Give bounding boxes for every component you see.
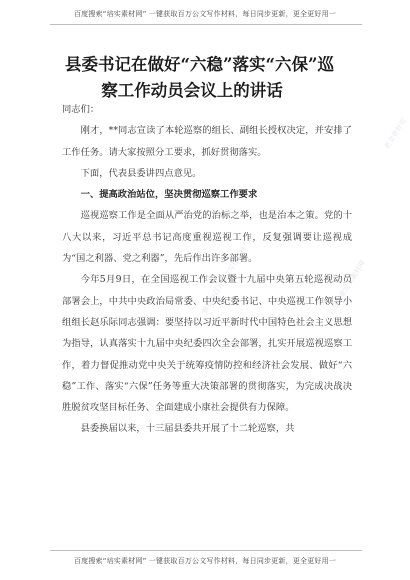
section-heading-1: 一、提高政治站位，坚决贯彻巡察工作要求 — [80, 189, 258, 201]
title-line-1: 县委书记在做好“六稳”落实“六保”巡 — [65, 55, 334, 74]
document-body — [62, 99, 352, 440]
header-divider — [50, 24, 362, 25]
watermark-3: 更全更好用 — [382, 116, 409, 151]
paragraph-3: 巡视巡察工作是全面从严治党的治标之举，也是治本之策。党的十八大以来，习近平总书记高度重视巡视工作，反复强调要让巡视成为“国之利器、党之利器”，先后作出许多部署。 — [62, 210, 352, 265]
watermark-1: 一键获取百万公文写作材料 — [196, 245, 249, 321]
paragraph-4: 今年5月9日，在全国巡视工作会议暨十九届中央第五轮巡视动员部署会上，中共中央政治局常委、中央纪委书记、中央巡视工作领导小组组长赵乐际同志强调：要坚持以习近平新时代中国特色社会主义思想为指导，认真落实十九届中央纪委四次全会部署，扎实开展巡视巡察工作，着力督促推动党中央关于统筹疫情防控和经济社会发展、做好“六稳”工作、落实“六保”任务等重大决策部署的贯彻落实，为完成决战决胜脱贫攻坚目标任务、全面建成小康社会提供有力保障。 — [62, 274, 352, 414]
greeting: 同志们： — [62, 104, 100, 115]
header-banner: 百度搜索“培实素材网” 一键获取百万公文写作材料，每日同步更新，更全更好用一 — [73, 10, 337, 18]
document-title — [52, 52, 358, 104]
paragraph-5: 县委换届以来，十三届县委共开展了十二轮巡察，共 — [80, 423, 295, 435]
watermark-2: 百度搜索培实素材网 — [326, 259, 368, 317]
title-line-2: 察工作动员会议上的讲话 — [101, 81, 283, 100]
paragraph-1: 刚才，**同志宣读了本轮巡察的组长、副组长授权决定，并安排了工作任务。请大家按照分工要求，抓好贯彻落实。 — [62, 125, 352, 158]
footer-divider — [50, 550, 362, 551]
paragraph-2: 下面，代表县委讲四点意见。 — [80, 167, 202, 179]
footer-banner: 百度搜索“培实素材网” 一键获取百万公文写作材料，每日同步更新，更全更好用一 — [73, 557, 337, 565]
